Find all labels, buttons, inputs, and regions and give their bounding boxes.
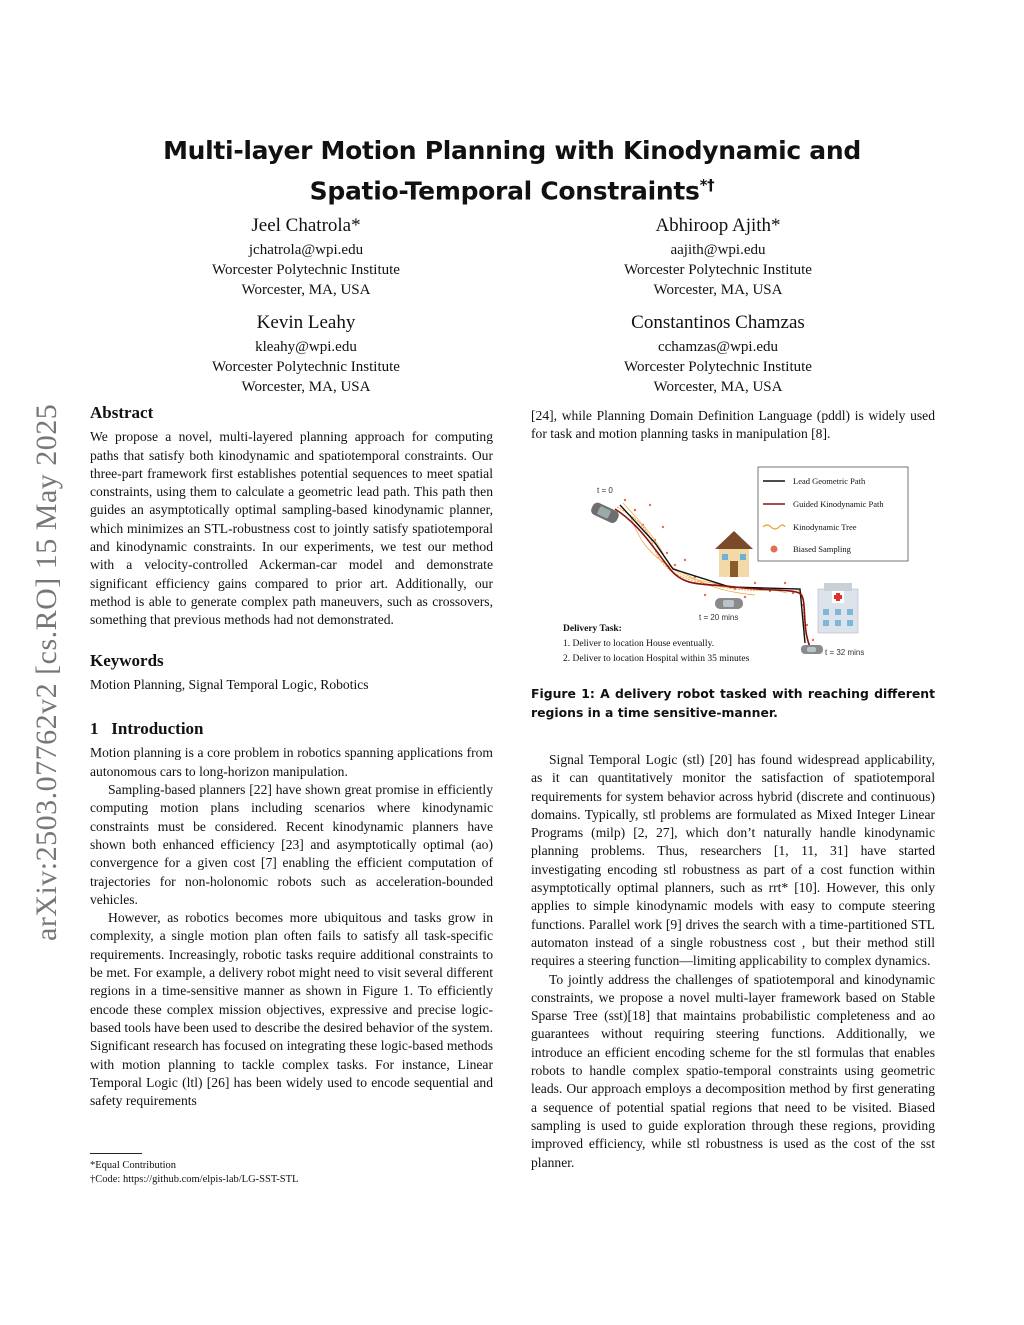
delivery-task-1: 1. Deliver to location House eventually.	[563, 639, 715, 649]
intro-heading	[90, 720, 493, 738]
title-line-2: Spatio-Temporal Constraints	[309, 176, 700, 206]
author-name: Abhiroop Ajith*	[655, 215, 781, 236]
author-name: Constantinos Chamzas	[631, 312, 805, 333]
author-location: Worcester, MA, USA	[241, 379, 371, 395]
author-name: Jeel Chatrola*	[251, 215, 361, 236]
delivery-task-title: Delivery Task:	[563, 624, 622, 634]
author-email: kleahy@wpi.edu	[255, 339, 357, 355]
legend-tree: Kinodynamic Tree	[793, 522, 857, 532]
footnote-rule	[90, 1153, 142, 1154]
paper-title	[100, 134, 924, 208]
author-block	[156, 214, 456, 300]
time-20-label: t = 20 mins	[699, 613, 739, 622]
figure-1	[555, 465, 915, 665]
legend-lead: Lead Geometric Path	[793, 476, 866, 486]
left-column	[90, 404, 493, 1110]
author-block	[568, 311, 868, 397]
right-paragraph: Signal Temporal Logic (stl) [20] has found widespread applicability, as it can quantitatively monitor the satisfaction of spatiotemporal requirements for system behavior across hybrid (discrete and continuous) domains. Typically, stl problems are formulated as Mixed Integer Linear Programs (milp) [2, 27], which don’t naturally handle kinodynamic planning problems. Thus, researchers [1, 11, 31] have started investigating encoding stl robustness as part of a cost function within asymptotically optimal planners, such as rrt* [10]. However, this only applies to simple kinodynamic models with easy to compute steering functions. Parallel work [9] drives the search with a time-partitioned STL automaton instead of a single robustness cost , but their method still requires a steering function—limiting applicability to complex dynamics.	[531, 752, 935, 969]
intro-paragraph: Motion planning is a core problem in robotics spanning applications from autonomous cars to long-horizon manipulation.	[90, 745, 493, 779]
footnote-equal: *Equal Contribution	[90, 1160, 177, 1171]
author-block	[156, 311, 456, 397]
abstract-heading: Abstract	[90, 403, 154, 422]
intro-title: Introduction	[111, 719, 204, 739]
author-email: jchatrola@wpi.edu	[248, 242, 364, 258]
right-paragraph: [24], while Planning Domain Definition Language (pddl) is widely used for task and motion planning tasks in manipulation [8].	[531, 408, 935, 442]
abstract-text: We propose a novel, multi-layered planning approach for computing paths that satisfy both kinodynamic and spatiotemporal constraints. Our three-part framework first establishes potential sequences to meet spatial constraints, using them to calculate a geometric lead path. This path then guides an asymptotically optimal sampling-based kinodynamic planner, which minimizes an STL-robustness cost to jointly satisfy spatiotemporal and kinodynamic constraints. In our experiments, we test our method with a velocity-controlled Ackerman-car model and demonstrate significant efficiency gains compared to prior art. Additionally, our method is able to generate complex path maneuvers, such as crossovers, something that previous methods had not demonstrated.	[90, 429, 493, 628]
author-block	[568, 214, 868, 300]
intro-paragraph: Sampling-based planners [22] have shown great promise in efficiently computing motion plans including scenarios where kinodynamic constraints must be considered. Recent kinodynamic planners have shown both enhanced efficiency [23] and asymptotically optimal (ao) convergence for a given cost [7] enabling the efficient computation of trajectories for non-holonomic robots such as acceleration-bounded vehicles.	[90, 782, 493, 907]
keywords-text: Motion Planning, Signal Temporal Logic, Robotics	[90, 676, 369, 692]
time-start-label: t = 0	[597, 486, 613, 495]
author-institution: Worcester Polytechnic Institute	[624, 359, 812, 375]
arxiv-stamp: arXiv:2503.07762v2 [cs.RO] 15 May 2025	[30, 403, 63, 941]
author-institution: Worcester Polytechnic Institute	[212, 262, 400, 278]
car-icon	[715, 598, 743, 609]
author-location: Worcester, MA, USA	[653, 379, 783, 395]
legend-biased: Biased Sampling	[793, 544, 851, 554]
title-marks: *†	[699, 176, 715, 194]
author-email: aajith@wpi.edu	[670, 242, 766, 258]
author-location: Worcester, MA, USA	[653, 282, 783, 298]
author-institution: Worcester Polytechnic Institute	[212, 359, 400, 375]
author-location: Worcester, MA, USA	[241, 282, 371, 298]
footnote-code: †Code: https://github.com/elpis-lab/LG-SST-STL	[90, 1174, 299, 1185]
footnotes	[90, 1159, 298, 1187]
right-column-top	[531, 407, 935, 444]
figure-illustration	[555, 465, 915, 665]
hospital-icon	[818, 583, 858, 633]
figure-caption: Figure 1: A delivery robot tasked with reaching different regions in a time sensitive-manner.	[531, 686, 935, 720]
delivery-task-2: 2. Deliver to location Hospital within 35 minutes	[563, 654, 750, 664]
intro-paragraph: However, as robotics becomes more ubiquitous and tasks grow in complexity, a single motion plan often fails to satisfy all task-specific requirements. Increasingly, robotic tasks require additional constraints to be met. For example, a delivery robot might need to visit several different regions in a time-sensitive manner as shown in Figure 1. To efficiently encode these complex mission objectives, expressive and precise logic-based tools have been used to describe the desired behavior of the system. Significant research has focused on integrating these logic-based methods with motion planning to tackle complex tasks. For instance, Linear Temporal Logic (ltl) [26] has been widely used to encode sequential and safety requirements	[90, 910, 493, 1109]
author-institution: Worcester Polytechnic Institute	[624, 262, 812, 278]
right-paragraph: To jointly address the challenges of spatiotemporal and kinodynamic constraints, we propose a novel multi-layer framework based on Stable Sparse Tree (sst)[18] that maintains probabilistic completeness and ao guarantees without requiring steering functions. Additionally, we introduce an efficient encoding scheme for the stl formulas that enables robots to handle complex spatio-temporal constraints using geometric leads. Our approach employs a decomposition method by first generating a sequence of potential spatial regions that need to be visited. Biased sampling is used to guide exploration through these regions, providing improved efficiency, while stl robustness is used as the cost of the sst planner.	[531, 971, 935, 1170]
author-name: Kevin Leahy	[256, 312, 356, 333]
car-icon	[590, 501, 621, 525]
house-icon	[715, 531, 753, 577]
legend-biased-swatch	[771, 546, 778, 553]
legend-guided: Guided Kinodynamic Path	[793, 499, 884, 509]
car-icon	[801, 645, 823, 654]
right-column-main	[531, 751, 935, 1172]
time-32-label: t = 32 mins	[825, 648, 865, 657]
keywords-heading: Keywords	[90, 650, 164, 670]
intro-number: 1	[90, 719, 99, 739]
title-line-1: Multi-layer Motion Planning with Kinodynamic and	[163, 136, 861, 165]
author-email: cchamzas@wpi.edu	[657, 339, 778, 355]
